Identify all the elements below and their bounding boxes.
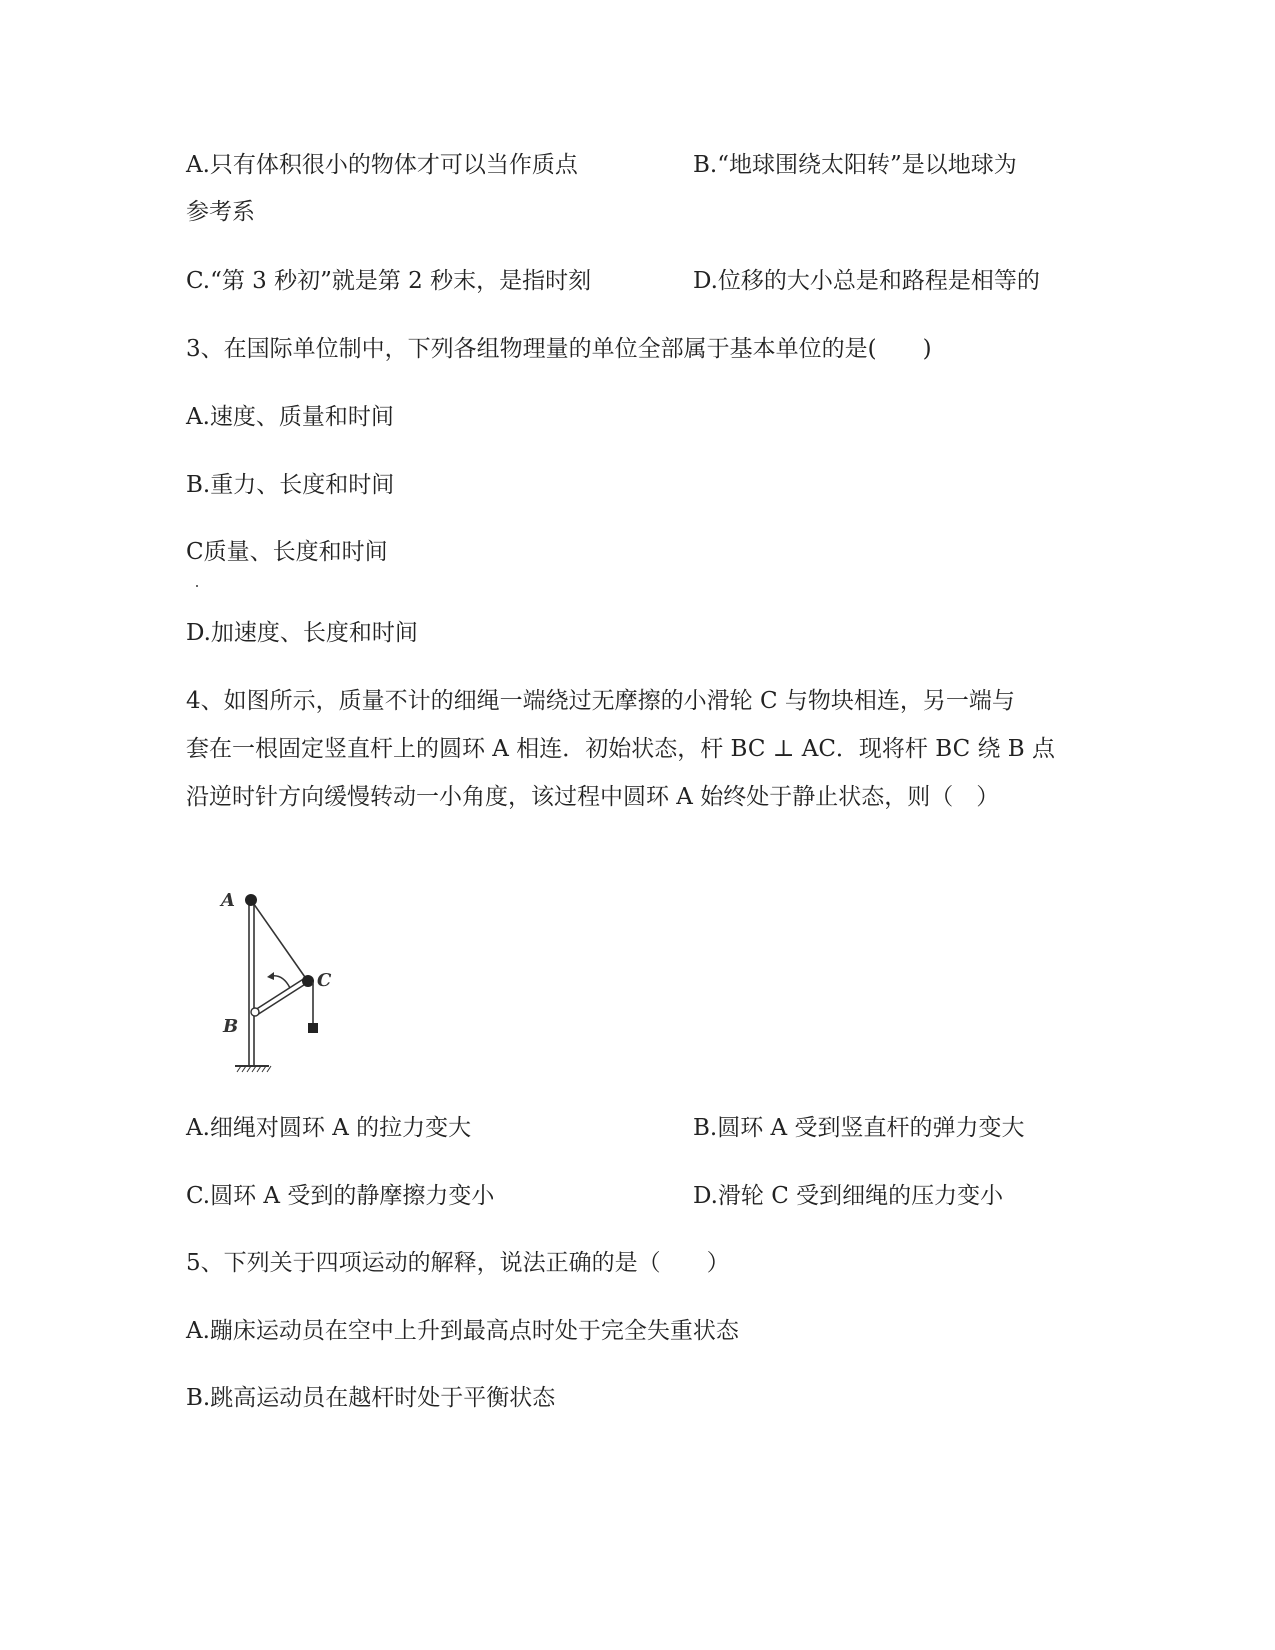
q4-stem-line-2: 套在一根固定竖直杆上的圆环 A 相连．初始状态，杆 BC ⊥ AC．现将杆 BC 绕 B 点	[186, 736, 1056, 762]
q4-stem-line-3: 沿逆时针方向缓慢转动一小角度，该过程中圆环 A 始终处于静止状态，则（ ）	[186, 784, 1000, 810]
q2-option-b: B.“地球围绕太阳转”是以地球为	[693, 152, 1017, 178]
rod-bc-top	[255, 978, 305, 1010]
stray-mark	[196, 585, 198, 587]
q5-option-a: A.蹦床运动员在空中上升到最高点时处于完全失重状态	[186, 1318, 739, 1344]
q4-option-b: B.圆环 A 受到竖直杆的弹力变大	[693, 1115, 1025, 1141]
q4-option-a: A.细绳对圆环 A 的拉力变大	[186, 1115, 472, 1141]
hinge-b	[251, 1008, 259, 1016]
q2-option-a: A.只有体积很小的物体才可以当作质点	[186, 152, 578, 178]
block	[308, 1023, 318, 1033]
q2-option-d: D.位移的大小总是和路程是相等的	[693, 268, 1040, 294]
q3-option-c: C质量、长度和时间	[186, 539, 388, 565]
q3-option-d: D.加速度、长度和时间	[186, 620, 418, 646]
pulley-diagram	[215, 878, 365, 1078]
q2-option-b-cont: 参考系	[186, 199, 255, 225]
ring-a	[245, 894, 257, 906]
q4-option-c: C.圆环 A 受到的静摩擦力变小	[186, 1183, 495, 1209]
rod-bc-bottom	[257, 983, 307, 1015]
q4-stem-line-1: 4、如图所示，质量不计的细绳一端绕过无摩擦的小滑轮 C 与物块相连，另一端与	[186, 688, 1015, 714]
q5-option-b: B.跳高运动员在越杆时处于平衡状态	[186, 1385, 556, 1411]
q2-option-c: C.“第 3 秒初”就是第 2 秒末，是指时刻	[186, 268, 592, 294]
label-c: C	[317, 970, 332, 991]
q3-option-b: B.重力、长度和时间	[186, 472, 395, 498]
label-b: B	[223, 1016, 239, 1037]
q5-stem: 5、下列关于四项运动的解释，说法正确的是（ ）	[186, 1250, 730, 1276]
q4-option-d: D.滑轮 C 受到细绳的压力变小	[693, 1183, 1004, 1209]
q3-option-a: A.速度、质量和时间	[186, 404, 394, 430]
q3-stem: 3、在国际单位制中，下列各组物理量的单位全部属于基本单位的是( )	[186, 336, 932, 362]
label-a: A	[221, 890, 235, 911]
rope-ac	[251, 900, 307, 980]
pulley-diagram-svg	[215, 878, 365, 1078]
rotation-arrow-head	[267, 972, 274, 980]
